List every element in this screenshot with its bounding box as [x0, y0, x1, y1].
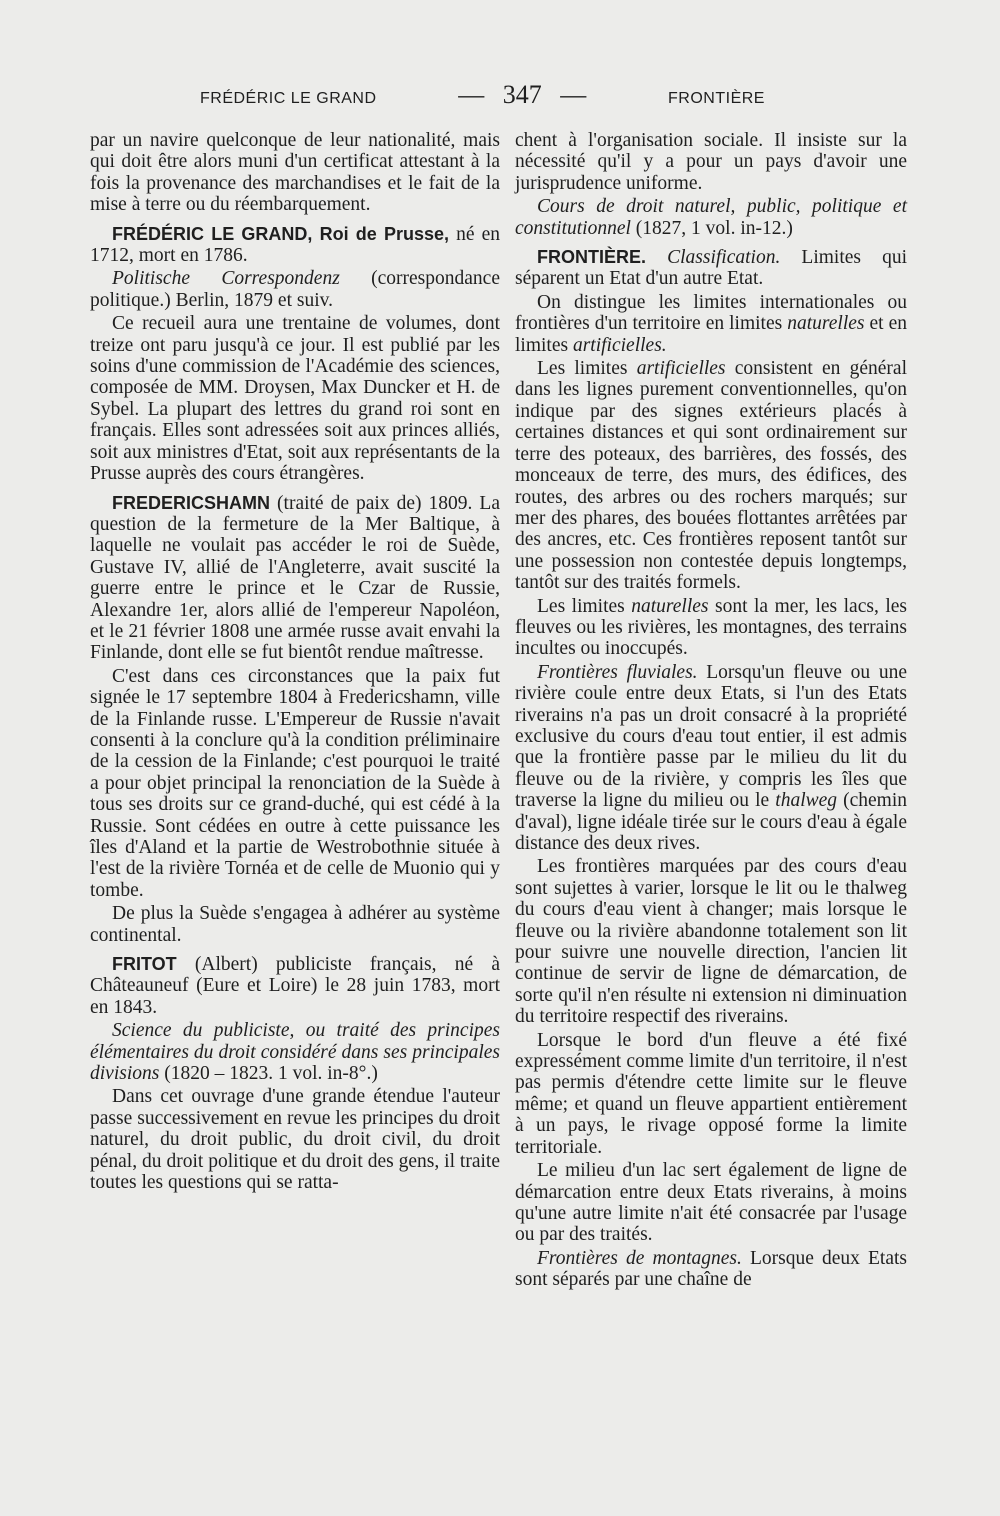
paragraph: chent à l'organisation sociale. Il insiste sur la nécessité qu'il y a pour un pays d'avoir une jurisprudence uniforme. [515, 130, 907, 194]
bibliography-item [90, 1020, 500, 1084]
text-run: On distingue les limites internationales ou frontières d'un territoire en limites [515, 291, 907, 335]
entry-text: né en 1712, mort en 1786. [90, 223, 500, 267]
text-run: Lorsqu'un fleuve ou une rivière coule entre deux Etats, si l'un des Etats riverains n'a pas un droit consacré à la propriété exclusive du cours d'eau tout entier, il est admis que la frontière passe par le milieu du lit du fleuve ou de la rivière, y compris les îles que traverse la ligne du milieu ou le [515, 661, 907, 812]
entry-text: (traité de paix de) 1809. La question de la fermeture de la Mer Baltique, à laquelle ne voulait pas accéder le roi de Suède, Gustave IV, allié de l'Angleterre, avait suscité la guerre entre le prince et le Czar de Russie, Alexandre 1er, alors allié de l'empereur Napoléon, et le 21 février 1808 une armée russe avait envahi la Finlande, dont elle se fut bientôt rendue maîtresse. [90, 492, 500, 664]
section-subheading: Frontières de montagnes. [537, 1247, 742, 1269]
entry-frontiere [515, 247, 907, 290]
entry-headword: FRÉDÉRIC LE GRAND, [112, 223, 313, 244]
text-run-italic: naturelles [787, 313, 865, 335]
paragraph: Ce recueil aura une trentaine de volumes, dont treize ont paru jusqu'à ce jour. Il est publié par les soins d'une commission de l'Académie des sciences, composée de MM. Droysen, Max Duncker et H. de Sybel. La plupart des lettres du grand roi sont en français. Elles sont adressées soit aux princes alliés, soit aux ministres d'Etat, soit aux représentants de la Prusse auprès des cours étrangères. [90, 313, 500, 485]
bibliography-item [515, 196, 907, 239]
paragraph [515, 596, 907, 660]
entry-text: Limites qui séparent un Etat d'un autre Etat. [515, 247, 908, 290]
paragraph [515, 292, 907, 356]
dash-right: — [560, 80, 587, 109]
work-title: Politische Correspondenz [112, 268, 340, 290]
page-header [200, 80, 765, 110]
text-run: (chemin d'aval), ligne idéale tirée sur le cours d'eau à égale distance des deux rives. [515, 790, 908, 854]
text-run: Lorsque deux Etats sont séparés par une chaîne de [515, 1247, 907, 1291]
text-run-italic: artificielles. [572, 334, 667, 356]
entry-text: (Albert) publiciste français, né à Châteauneuf (Eure et Loire) le 28 juin 1783, mort en 1843. [90, 954, 500, 1018]
entry-headword: FREDERICSHAMN [112, 492, 271, 513]
bibliography-item [90, 268, 500, 311]
left-column [90, 130, 500, 1196]
running-head-left: FRÉDÉRIC LE GRAND [200, 90, 377, 107]
paragraph: Le milieu d'un lac sert également de ligne de démarcation entre deux Etats riverains, à moins qu'une autre limite n'ait été consacrée par l'usage ou par des traités. [515, 1160, 907, 1246]
paragraph [515, 662, 907, 855]
paragraph: C'est dans ces circonstances que la paix fut signée le 17 septembre 1804 à Fredericshamn, ville de la Finlande russe. L'Empereur de Russie n'avait consenti à la conclure qu'à la condition préliminaire de la cession de la Finlande; c'est pourquoi le traité a pour objet principal la renonciation de la Suède à tous ses droits sur ce grand-duché, qui est cédé à la Russie. Sont cédées en outre à cette puissance les îles d'Aland et la partie de Westrobothnie située à l'est de la rivière Tornéa et de celle de Muonio qui y tombe. [90, 665, 500, 901]
paragraph: Les frontières marquées par des cours d'eau sont sujettes à varier, lorsque le lit ou le thalweg du cours d'eau vient à changer; mais lorsque le fleuve ou la rivière abandonne totalement son lit pour suivre une nouvelle direction, l'ancien lit continue de servir de ligne de démarcation, de sorte qu'il n'en résulte ni extension ni diminuation du territoire respectif des riverains. [515, 856, 907, 1028]
text-run: et en limites [515, 313, 907, 356]
entry-frederic-le-grand [90, 224, 500, 267]
text-run: Les limites [537, 595, 632, 617]
text-run-italic: naturelles [631, 595, 709, 617]
work-title: Science du publiciste, ou traité des principes élémentaires du droit considéré dans ses principales divisions [90, 1020, 500, 1085]
dash-left: — [458, 80, 485, 109]
right-column [515, 130, 907, 1293]
paragraph: De plus la Suède s'engagea à adhérer au système continental. [90, 903, 500, 946]
work-title: Cours de droit naturel, public, politique et constitutionnel [515, 196, 907, 239]
entry-fritot [90, 954, 500, 1018]
text-run-italic: thalweg [775, 790, 838, 812]
entry-headword: FRITOT [112, 954, 177, 975]
section-subheading: Frontières fluviales. [537, 661, 698, 683]
page-number: 347 [502, 80, 542, 109]
paragraph: par un navire quelconque de leur nationalité, mais qui doit être alors muni d'un certificat attestant à la fois la provenance des marchandises et le fait de la mise à terre ou du réembarquement. [90, 130, 500, 216]
running-head-right: FRONTIÈRE [668, 90, 765, 107]
work-details: (1820 – 1823. 1 vol. in-8°.) [159, 1063, 378, 1085]
text-run: Les limites [537, 358, 637, 380]
text-run-italic: artificielles [636, 358, 726, 380]
work-details: (correspondance politique.) Berlin, 1879 et suiv. [90, 268, 500, 311]
entry-fredericshamn [90, 493, 500, 664]
entry-headword: FRONTIÈRE. [537, 247, 647, 268]
paragraph [515, 1248, 907, 1291]
work-details: (1827, 1 vol. in-12.) [630, 217, 793, 239]
page-number-group [446, 80, 598, 110]
paragraph: Dans cet ouvrage d'une grande étendue l'auteur passe successivement en revue les principes du droit naturel, du droit public, du droit civil, du droit pénal, du droit politique et du droit des gens, il traite toutes les questions qui se ratta- [90, 1086, 500, 1194]
paragraph [515, 358, 907, 593]
text-run: sont la mer, les lacs, les fleuves ou les rivières, les montagnes, des terrains incultes ou inoccupés. [515, 595, 907, 660]
entry-subheading: Classification. [667, 247, 781, 269]
entry-title: Roi de Prusse, [312, 223, 450, 244]
text-run: consistent en général dans les lignes purement conventionnelles, qu'on indique par des signes extérieurs placés à certaines distances et qui sont ordinairement sur terre des poteaux, des barrières, des fossés, des monceaux de terre, des murs, des édifices, des routes, des arbres ou des rochers marqués; sur mer des phares, des bouées flottantes arrêtées par des ancres, etc. Ces frontières reposent tantôt sur une possession non contestée depuis longtemps, tantôt sur des traités formels. [515, 358, 907, 594]
paragraph: Lorsque le bord d'un fleuve a été fixé expressément comme limite d'un territoire, il n'est pas permis d'étendre cette limite sur le fleuve même; et quand un fleuve appartient entièrement à un pays, le rivage opposé forme la limite territoriale. [515, 1029, 907, 1158]
